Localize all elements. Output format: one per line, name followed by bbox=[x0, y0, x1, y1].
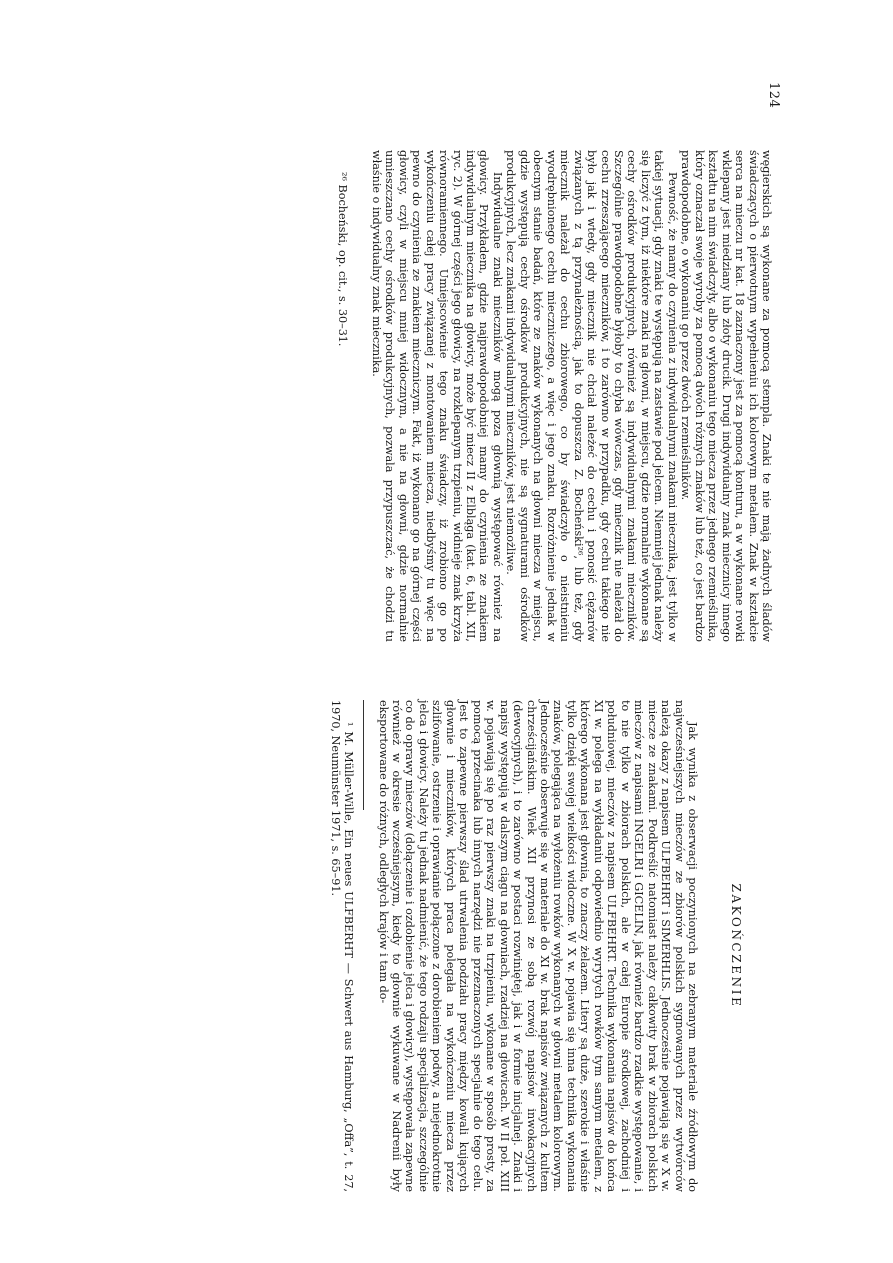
right-column bbox=[328, 700, 743, 1192]
footnote-divider bbox=[363, 700, 364, 810]
spacer bbox=[349, 150, 369, 642]
page-number: 124 bbox=[766, 82, 781, 109]
left-column bbox=[336, 150, 773, 642]
paragraph: Indywidualne znaki mieczników mogą poza głownią występować również na głowicy. Przykładem, gdzie najprawdopodobniej mamy do czynienia ze znakiem indywidualnym miecznika na głowicy, może być miecz II z Elbląga (kat. 6, tabl. XII, ryc. 2). W górnej części jego głowicy, na rozklepanym trzpieniu, widnieje znak krzyża równoramiennego. Umiejscowienie tego znaku świadczy, iż zrobiono go po wykończeniu całej pracy związanej z montowaniem miecza, niedbyśmy tu więc na pewno do czynienia ze znakiem mieczniczym. Fakt, iż wykonano go na górnej części głowicy, czyli w miejscu mniej widocznym, a nie na głowni, gdzie normalnie umieszczano cechy ośrodków produkcyjnych, pozwala przypuszczać, że chodzi tu właśnie o indywidualny znak miecznika. bbox=[369, 150, 504, 642]
paragraph: Jak wynika z obserwacji poczynionych na zebranym materiale źródłowym do najwcześniejszych mieczów ze zbiorów polskich sygnowanych przez wytwórców należą okazy z napisem ULFBEHRT i SIMERHLIS. Jednocześnie pojawiają się w X w. miecze ze znakami. Podkreślić natomiast należy całkowity brak w zbiorach polskich mieczów z napisami INGELRI i GICELIN, jak również bardzo rzadkie występowanie, i to nie tylko w zbiorach polskich, ale w całej Europie środkowej, zachodniej i południowej, mieczów z napisem ULFBEHRT. Technika wykonania napisów do końca XI w. polega na wykładaniu odpowiednio wyrytych rowków tym samym metalem, z którego wykonana jest głownia, to znaczy żelazem. Litery są duże, szerokie i właśnie tylko dzięki swojej wielkości widoczne. W X w. pojawia się inna technika wykonania znaków, polegająca na wyłożeniu rowków wykonanych w głowni metalem kolorowym. Jednocześnie obserwuje się w materiale do XI w. brak napisów związanych z kultem chrześcijańskim. Wiek XII przynosi ze sobą rozwój napisów inwokacyjnych (dewocyjnych), i to zarówno w postaci rozwiniętej, jak i w formie inicjalnej. Znaki i napisy występują w dalszym ciągu na głowniach, rzadziej na głowicach. W II poł. XIII w. pojawiają się po raz pierwszy znaki na trzpieniu, wykonane w sposób prosty, za pomocą przecinaka lub innych narzędzi nie przeznaczonych specjalnie do tego celu. Jest to zapewne pierwszy ślad utrwalenia podziału pracy między kowali kujących głownie i mieczników, których praca polegała na wykończeniu miecza przez szlifowanie, ostrzenie i oprawianie połączone z dorobieniem podwy, a niejednokrotnie jelca i głowicy. Należy tu jednak nadmienić, że tego rodzaju specjalizacja, szczególnie co do oprawy mieczów (dołączenie i ozdobienie jelca i głowicy), występowała zapewne również w okresie wcześniejszym, kiedy to głownie wykuwane w Nadrenii były eksportowane do różnych, odległych krajów i tam do- bbox=[376, 700, 699, 1192]
footnote: ¹ M. Müller-Wille, Ein neues ULFBERHT — Schwert aus Hamburg, „Offa”, t. 27, 1970, Neumünster 1971, s. 65–91. bbox=[328, 700, 356, 1192]
footnote: ²⁶ Bocheński, op. cit., s. 30–31. bbox=[336, 172, 350, 347]
paragraph: węgierskich są wykonane za pomocą stempla. Znaki te nie mają żadnych śladów świadczących o pierwotnym wypełnieniu ich kolorowym metalem. Znak w kształcie serca na mieczu nr kat. 18 zaznaczony jest za pomocą konturu, a w wykonane rowki wklepany jest miedziany lub złoty drucik. Drugi indywidualny znak miecznicy innego kształtu na nim świadczyły, albo o wykonaniu tego miecza przez jednego rzemieślnika, który oznaczał swoje wyroby za pomocą dwóch różnych znaków lub też, co jest bardzo prawdopodobne, o wykonaniu go przez dwóch rzemieślników. bbox=[679, 150, 773, 642]
section-heading: ZAKOŃCZENIE bbox=[729, 883, 743, 1009]
paragraph: Pewność, że mamy do czynienia z indywidualnymi znakami miecznika, jest tylko w takiej sytuacji, gdy znaki te występują na zastawie pod jelcem. Niemniej jednak należy się liczyć z tym, iż niektóre znaki na głowni, w miejscu, gdzie normalnie wykonane są cechy ośrodków produkcyjnych, również są indywidualnymi znakami mieczników. Szczególnie prawdopodobne byłoby to chyba wówczas, gdy miecznik nie należał do cechu zrzeszającego mieczników, i to zarówno w przypadku, gdy cechu takiego nie było jak i wtedy, gdy miecznik nie chciał należeć do cechu i ponosić ciężarów związanych z tą przynależnością, jak to dopuszcza Z. Bocheński²⁶, lub też, gdy miecznik należał do cechu zbiorowego, co by świadczyło o nieistnieniu wyodrębnionego cechu mieczniczego, a więc i jego znaku. Rozróżnienie jednak w obecnym stanie badań, które ze znaków wykonanych na głowni miecza w miejscu, gdzie występują cechy ośrodków produkcyjnych, nie są sygnaturami ośrodków produkcyjnych, lecz znakami indywidualnymi mieczników, jest niemożliwe. bbox=[504, 150, 679, 642]
